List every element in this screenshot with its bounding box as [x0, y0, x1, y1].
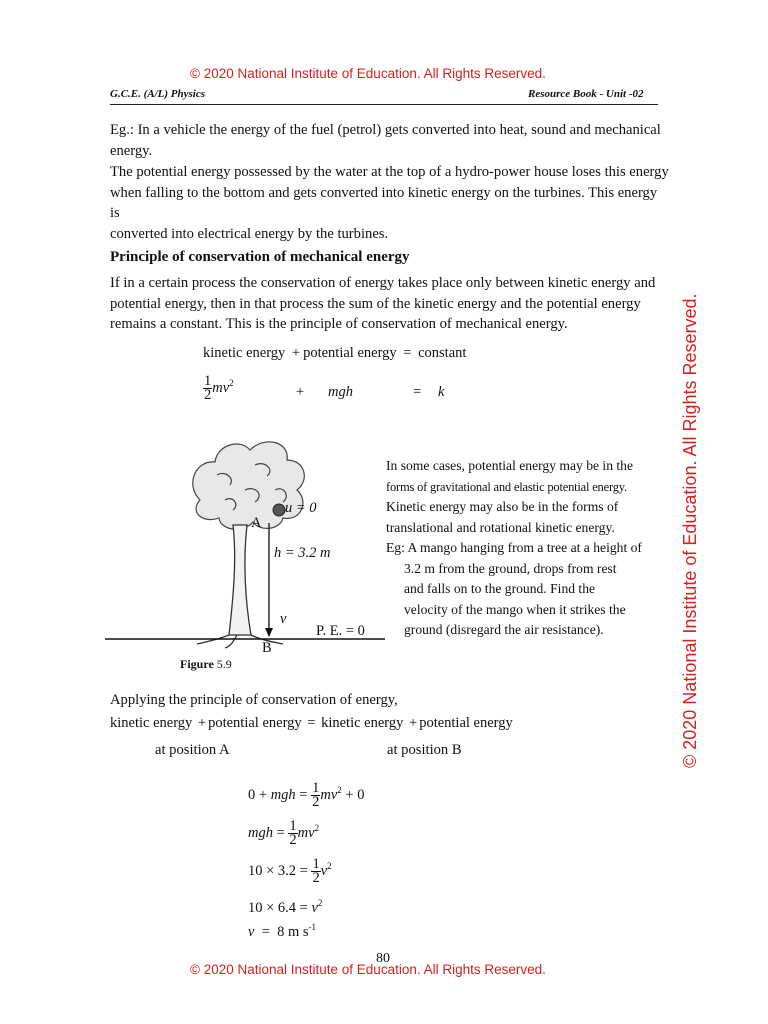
- paragraph-example-vehicle: [110, 120, 670, 161]
- label-u-zero: u = 0: [285, 500, 317, 516]
- copyright-bottom: © 2020 National Institute of Education. All Rights Reserved.: [190, 962, 546, 977]
- text-line: The potential energy possessed by the water at the top of a hydro-power house loses this energy: [110, 164, 669, 180]
- page-number: 80: [376, 951, 390, 966]
- position-a-label: at position A: [155, 742, 230, 758]
- header-rule: [110, 104, 658, 105]
- section-heading: Principle of conservation of mechanical energy: [110, 249, 410, 265]
- paragraph-principle: [110, 273, 670, 335]
- text-line: forms of gravitational and elastic potential energy.: [386, 479, 627, 494]
- mango-icon: [273, 504, 285, 516]
- text-line: Kinetic energy may also be in the forms of: [386, 499, 619, 514]
- text-line: translational and rotational kinetic energy.: [386, 519, 615, 535]
- eq-exponent: 2: [229, 378, 234, 388]
- text-line: energy.: [110, 142, 153, 159]
- copyright-side: © 2020 National Institute of Education. All Rights Reserved.: [680, 293, 700, 768]
- eq-term: kinetic energy: [203, 345, 286, 361]
- equation-symbolic: [203, 375, 234, 402]
- label-point-a: A: [251, 515, 262, 531]
- applying-text: Applying the principle of conservation of energy,: [110, 692, 398, 708]
- eq-operator: =: [413, 384, 422, 400]
- label-velocity: v: [280, 611, 287, 627]
- eq-term: k: [438, 384, 445, 400]
- text-line: converted into electrical energy by the turbines.: [110, 225, 389, 242]
- eq-operator: +: [291, 345, 301, 361]
- position-b-label: at position B: [387, 742, 462, 758]
- eq-operator: =: [403, 345, 412, 361]
- side-paragraph: [386, 456, 661, 641]
- eq-term: mv: [212, 379, 230, 396]
- eq-term: mgh: [328, 384, 353, 400]
- header-left: G.C.E. (A/L) Physics: [110, 88, 206, 100]
- text-line: velocity of the mango when it strikes the: [404, 601, 626, 617]
- solution-step-3: 10 × 3.2 = $\frac{1}{2}$ $v^2$: [248, 856, 332, 886]
- figure-caption: Figure 5.9: [180, 657, 232, 671]
- eq-term: potential energy: [303, 345, 397, 361]
- eq-operator: +: [296, 384, 305, 400]
- text-line: potential energy, then in that process the sum of the kinetic energy and the potential energy: [110, 295, 641, 312]
- paragraph-hydro-power: [110, 162, 670, 244]
- header-right: Resource Book - Unit -02: [528, 88, 644, 100]
- text-line: ground (disregard the air resistance).: [404, 622, 604, 637]
- copyright-top: © 2020 National Institute of Education. All Rights Reserved.: [190, 66, 546, 81]
- text-line: 3.2 m from the ground, drops from rest: [404, 560, 617, 576]
- text-line: If in a certain process the conservation of energy takes place only between kinetic energy and: [110, 275, 656, 291]
- text-line: Eg.: In a vehicle the energy of the fuel (petrol) gets converted into heat, sound and mechanical: [110, 122, 661, 138]
- solution-step-2: mgh = $\frac{1}{2}$ $mv^2$: [248, 818, 320, 848]
- text-line: Eg: A mango hanging from a tree at a height of: [386, 540, 642, 555]
- label-point-b: B: [262, 640, 272, 656]
- text-line: In some cases, potential energy may be in the: [386, 458, 634, 473]
- label-height: h = 3.2 m: [274, 545, 331, 561]
- solution-step-5: v = 8 m $s^{-1}$: [248, 922, 317, 940]
- solution-step-4: $10 \times 6.4 = v^2$: [248, 898, 323, 916]
- label-pe-zero: P. E. = 0: [316, 623, 365, 639]
- arrow-head-icon: [265, 628, 273, 637]
- solution-step-1: 0 + mgh = $\frac{1}{2}$ $mv^2 + 0$: [248, 780, 365, 810]
- text-line: remains a constant. This is the principle of conservation of mechanical energy.: [110, 316, 568, 332]
- equation-conservation: kinetic energy + potential energy = kinetic energy + potential energy: [110, 715, 513, 731]
- text-line: when falling to the bottom and gets converted into kinetic energy on the turbines. This energy is: [110, 184, 658, 221]
- equation-energy-constant: [203, 345, 466, 362]
- eq-term: constant: [418, 345, 467, 361]
- text-line: and falls on to the ground. Find the: [404, 581, 596, 596]
- fraction-half: $\frac{1}{2}$: [204, 373, 212, 403]
